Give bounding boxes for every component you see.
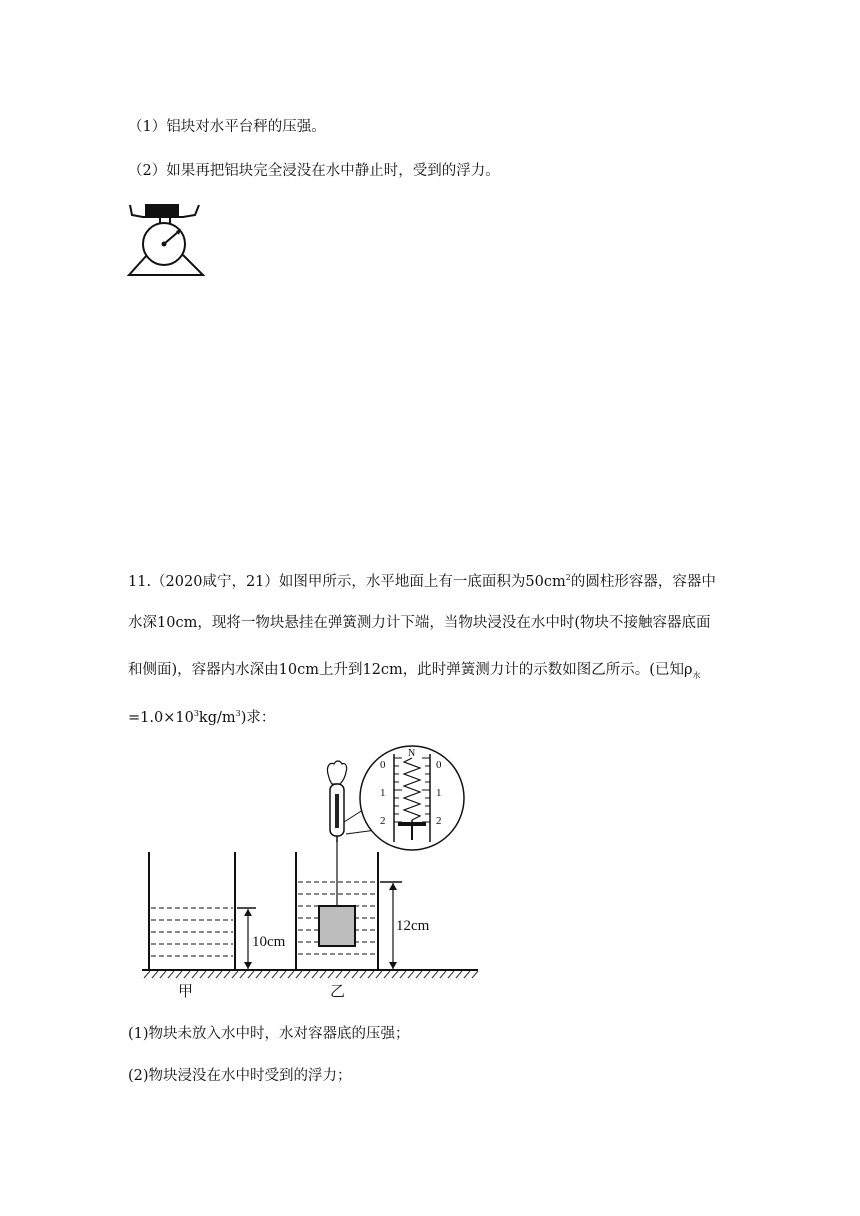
aluminum-block <box>145 204 179 216</box>
problem-11-line-4 <box>128 704 275 728</box>
problem-11-line-3-text: 和侧面)，容器内水深由10cm上升到12cm，此时弹簧测力计的示数如图乙所示。(已知ρ <box>128 662 693 678</box>
spring-scale <box>327 761 346 842</box>
subscript-water: 水 <box>692 670 701 680</box>
scale-tick-left-0: 0 <box>380 759 386 771</box>
scale-tick-right-1: 1 <box>436 787 442 799</box>
density-value: =1.0×10 <box>128 709 194 726</box>
problem-11-line-1 <box>128 568 716 592</box>
problem-11-line-1-end: 的圆柱形容器，容器中 <box>570 573 716 590</box>
pointer <box>398 822 426 826</box>
depth-label-12cm: 12cm <box>396 918 430 934</box>
water-jia <box>151 908 233 956</box>
question-2-text: （2）如果再把铝块完全浸没在水中静止时，受到的浮力。 <box>128 163 500 179</box>
submerged-block <box>319 906 355 946</box>
problem-11-question-1: (1)物块未放入水中时，水对容器底的压强； <box>128 1026 410 1042</box>
superscript-2: 2 <box>565 573 571 582</box>
scale-tick-right-0: 0 <box>436 759 442 771</box>
superscript-3a: 3 <box>193 709 199 718</box>
problem-11-question-2: (2)物块浸没在水中时受到的浮力； <box>128 1068 352 1084</box>
label-jia: 甲 <box>178 984 194 1000</box>
density-unit: kg/m <box>198 709 236 726</box>
magnified-scale <box>360 746 464 850</box>
platform-scale-figure <box>127 201 207 281</box>
problem-11-line-2: 水深10cm，现将一物块悬挂在弹簧测力计下端，当物块浸没在水中时(物块不接触容器底面 <box>128 615 711 631</box>
container-yi <box>296 841 378 970</box>
problem-11-line-1-start: 11.（2020咸宁，21）如图甲所示，水平地面上有一底面积为50cm <box>128 573 566 590</box>
scale-tick-right-2: 2 <box>436 815 442 827</box>
question-1-text: （1）铝块对水平台秤的压强。 <box>128 119 326 135</box>
density-tail: )求： <box>240 709 276 726</box>
problem-11-line-3 <box>128 660 700 686</box>
depth-label-10cm: 10cm <box>252 934 286 950</box>
container-jia <box>149 852 235 970</box>
scale-tick-left-1: 1 <box>380 787 386 799</box>
hand-icon <box>327 761 346 784</box>
label-yi: 乙 <box>330 984 346 1000</box>
containers-figure <box>140 744 480 1004</box>
scale-tick-left-2: 2 <box>380 815 386 827</box>
ground-hatching <box>144 971 478 978</box>
superscript-3b: 3 <box>235 709 241 718</box>
scale-unit-n: N <box>408 748 416 759</box>
